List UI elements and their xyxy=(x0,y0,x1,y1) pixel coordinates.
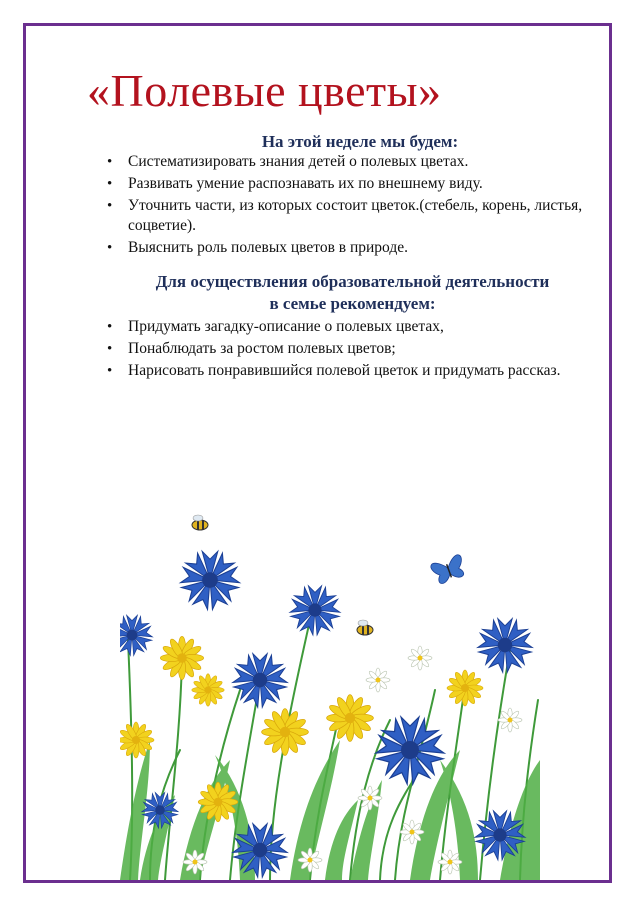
family-heading-line2: в семье рекомендуем: xyxy=(269,294,436,313)
cornflower xyxy=(478,619,532,673)
daisy xyxy=(438,850,462,874)
family-heading-line1: Для осуществления образовательной деятельности xyxy=(155,272,550,291)
page-title: «Полевые цветы» xyxy=(87,65,442,116)
cornflower xyxy=(180,551,239,609)
cornflower xyxy=(233,654,287,708)
butterfly-icon xyxy=(430,554,467,586)
bee-icon xyxy=(357,620,373,635)
bee-icon xyxy=(192,515,208,530)
dandelion xyxy=(327,695,374,742)
week-list xyxy=(104,152,594,260)
daisy xyxy=(400,820,424,844)
family-list xyxy=(104,317,594,383)
list-item: • Выяснить роль полевых цветов в природе. xyxy=(104,238,594,258)
family-heading xyxy=(100,271,605,315)
list-item: • Придумать загадку-описание о полевых цветах, xyxy=(104,317,594,337)
list-item: • Систематизировать знания детей о полевых цветах. xyxy=(104,152,594,172)
daisy xyxy=(358,786,382,810)
week-heading: На этой неделе мы будем: xyxy=(261,132,459,151)
cornflower xyxy=(120,615,152,655)
list-item: • Уточнить части, из которых состоит цветок.(стебель, корень, листья, соцветие). xyxy=(104,196,594,236)
list-item: • Развивать умение распознавать их по внешнему виду. xyxy=(104,174,594,194)
list-item: • Понаблюдать за ростом полевых цветов; xyxy=(104,339,594,359)
list-item: • Нарисовать понравившийся полевой цветок и придумать рассказ. xyxy=(104,361,594,381)
daisy xyxy=(408,646,432,670)
wildflowers-illustration xyxy=(120,510,540,880)
leaves xyxy=(120,740,540,880)
daisy xyxy=(298,848,322,872)
dandelion xyxy=(160,636,203,679)
cornflower xyxy=(290,586,340,635)
dandelion xyxy=(262,709,309,756)
daisy xyxy=(183,850,207,874)
daisy xyxy=(498,708,522,732)
dandelion xyxy=(192,674,224,706)
daisy xyxy=(366,668,390,692)
dandelion xyxy=(447,670,483,706)
